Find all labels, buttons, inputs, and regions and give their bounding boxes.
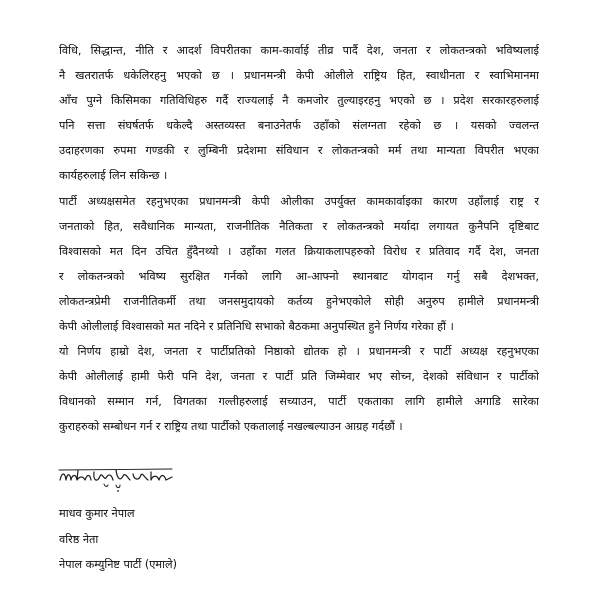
paragraph [59,189,539,340]
signatory-name: माधव कुमार नेपाल [59,507,135,520]
paragraph-line: विधानको सम्मान गर्न, विगतका गल्तीहरुलाई सच्याउन, पार्टी एकताका लागि हामीले अगाडि सारेका [59,395,539,409]
paragraph-line: उदाहरणका रुपमा गण्डकी र लुम्बिनी प्रदेशमा संविधान र लोकतन्त्रको मर्म तथा मान्यता विपरीत भएका [59,144,539,158]
paragraph-line: यो निर्णय हाम्रो देश, जनता र पार्टीप्रतिको निष्ठाको द्योतक हो । प्रधानमन्त्री र पार्टी अध्यक्ष रहनुभएका [59,345,539,359]
paragraph-line: नै खतरातर्फ धकेलिरहनु भएको छ । प्रधानमन्त्री केपी ओलीले राष्ट्रिय हित, स्वाधीनता र स्वाभिमानमा [59,69,539,83]
paragraph-line: कार्यहरुलाई लिन सकिन्छ । [59,169,168,183]
paragraph [59,339,539,439]
signatory-party: नेपाल कम्युनिष्ट पार्टी (एमाले) [59,558,177,571]
paragraph-line: लोकतन्त्रप्रेमी राजनीतिकर्मी तथा जनसमुदायको कर्तव्य हुनेभएकोले सोही अनुरुप हामीले प्रधानमन्त्री [59,294,539,308]
handwritten-signature [56,460,176,496]
paragraph-line: केपी ओलीलाई विश्वासको मत नदिने र प्रतिनिधि सभाको बैठकमा अनुपस्थित हुने निर्णय गरेका हौं । [59,320,454,334]
paragraph-line: र लोकतन्त्रको भविष्य सुरक्षित गर्नको लागि आ-आफ्नो स्थानबाट योगदान गर्नु सबै देशभक्त, [59,269,539,283]
signature-block [59,501,177,578]
paragraph-line: केपी ओलीलाई हामी फेरी पनि देश, जनता र पार्टी प्रति जिम्मेवार भए सोच्न, देशको संविधान र पार्टीको [59,370,539,384]
paragraph-line: पनि सत्ता संघर्षतर्फ धकेल्दै अस्तव्यस्त बनाउनेतर्फ उहाँको संलग्नता रहेको छ । यसको ज्वलन्त [59,119,539,133]
paragraph-line: कुराहरुको सम्बोधन गर्न र राष्ट्रिय तथा पार्टीको एकतालाई नखल्बल्याउन आग्रह गर्दछौं । [59,420,403,434]
paragraph-line: आँच पुग्ने किसिमका गतिविधिहरु गर्दै राज्यलाई नै कमजोर तुल्याइरहनु भएको छ । प्रदेश सरकारहरुलाई [59,94,539,108]
paragraph-line: विधि, सिद्धान्त, नीति र आदर्श विपरीतका काम-कार्वाई तीव्र पार्दै देश, जनता र लोकतन्त्रको भविष्यलाई [59,44,539,57]
paragraph-line: जनताको हित, सवैधानिक मान्यता, राजनीतिक नैतिकता र लोकतन्त्रको मर्यादा लगायत कुनैपनि दृष्टिबाट [59,219,539,233]
signatory-position: वरिष्ठ नेता [59,532,99,546]
paragraph-line: पार्टी अध्यक्षसमेत रहनुभएका प्रधानमन्त्री केपी ओलीका उपर्युक्त कामकार्वाइका कारण उहाँलाई राष्ट्र र [59,194,539,208]
paragraph [59,38,539,189]
letter-body [59,38,539,440]
paragraph-line: विश्वासको मत दिन उचित हुँदैनथ्यो । उहाँका गलत क्रियाकलापहरुको विरोध र प्रतिवाद गर्दै देश, जनता [59,244,539,258]
